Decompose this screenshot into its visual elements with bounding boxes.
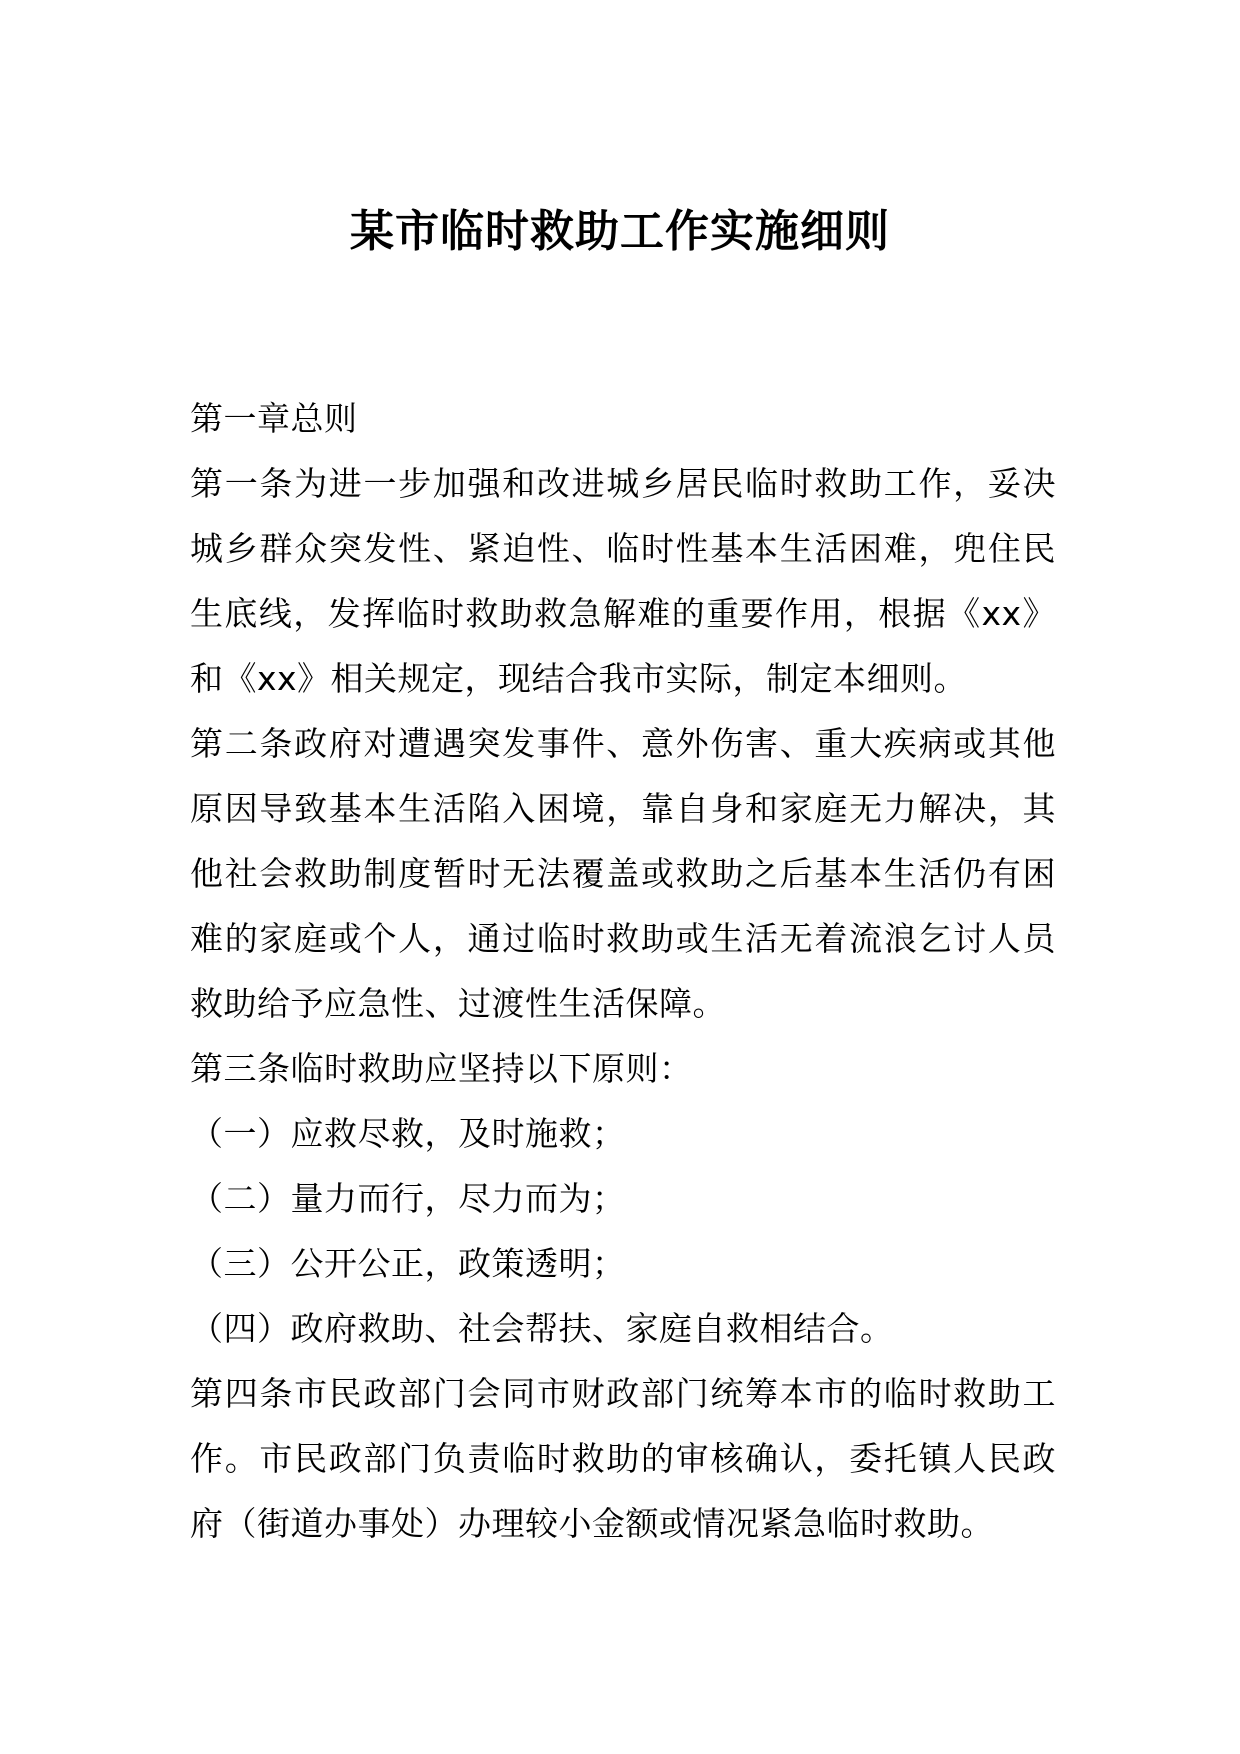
- article-2-paragraph: 第二条政府对遭遇突发事件、意外伤害、重大疾病或其他原因导致基本生活陷入困境，靠自身和家庭无力解决，其他社会救助制度暂时无法覆盖或救助之后基本生活仍有困难的家庭或个人，通过临时救助或生活无着流浪乞讨人员救助给予应急性、过渡性生活保障。: [190, 724, 1056, 1023]
- document-title: 某市临时救助工作实施细则: [350, 206, 890, 257]
- principle-3-item: （三）公开公正，政策透明；: [190, 1244, 626, 1283]
- article-1-paragraph: 第一条为进一步加强和改进城乡居民临时救助工作，妥决城乡群众突发性、紧迫性、临时性基本生活困难，兜住民生底线，发挥临时救助救急解难的重要作用，根据《xx》和《xx》相关规定，现结合我市实际，制定本细则。: [190, 464, 1056, 698]
- principle-2-item: （二）量力而行，尽力而为；: [190, 1179, 626, 1218]
- article-4-paragraph: 第四条市民政部门会同市财政部门统筹本市的临时救助工作。市民政部门负责临时救助的审核确认，委托镇人民政府（街道办事处）办理较小金额或情况紧急临时救助。: [190, 1374, 1056, 1543]
- document-body: [190, 386, 1056, 1556]
- principle-4-item: （四）政府救助、社会帮扶、家庭自救相结合。: [190, 1309, 894, 1348]
- chapter-heading: 第一章总则: [190, 399, 358, 438]
- principle-1-item: （一）应救尽救，及时施救；: [190, 1114, 626, 1153]
- article-3-paragraph: 第三条临时救助应坚持以下原则：: [190, 1049, 693, 1088]
